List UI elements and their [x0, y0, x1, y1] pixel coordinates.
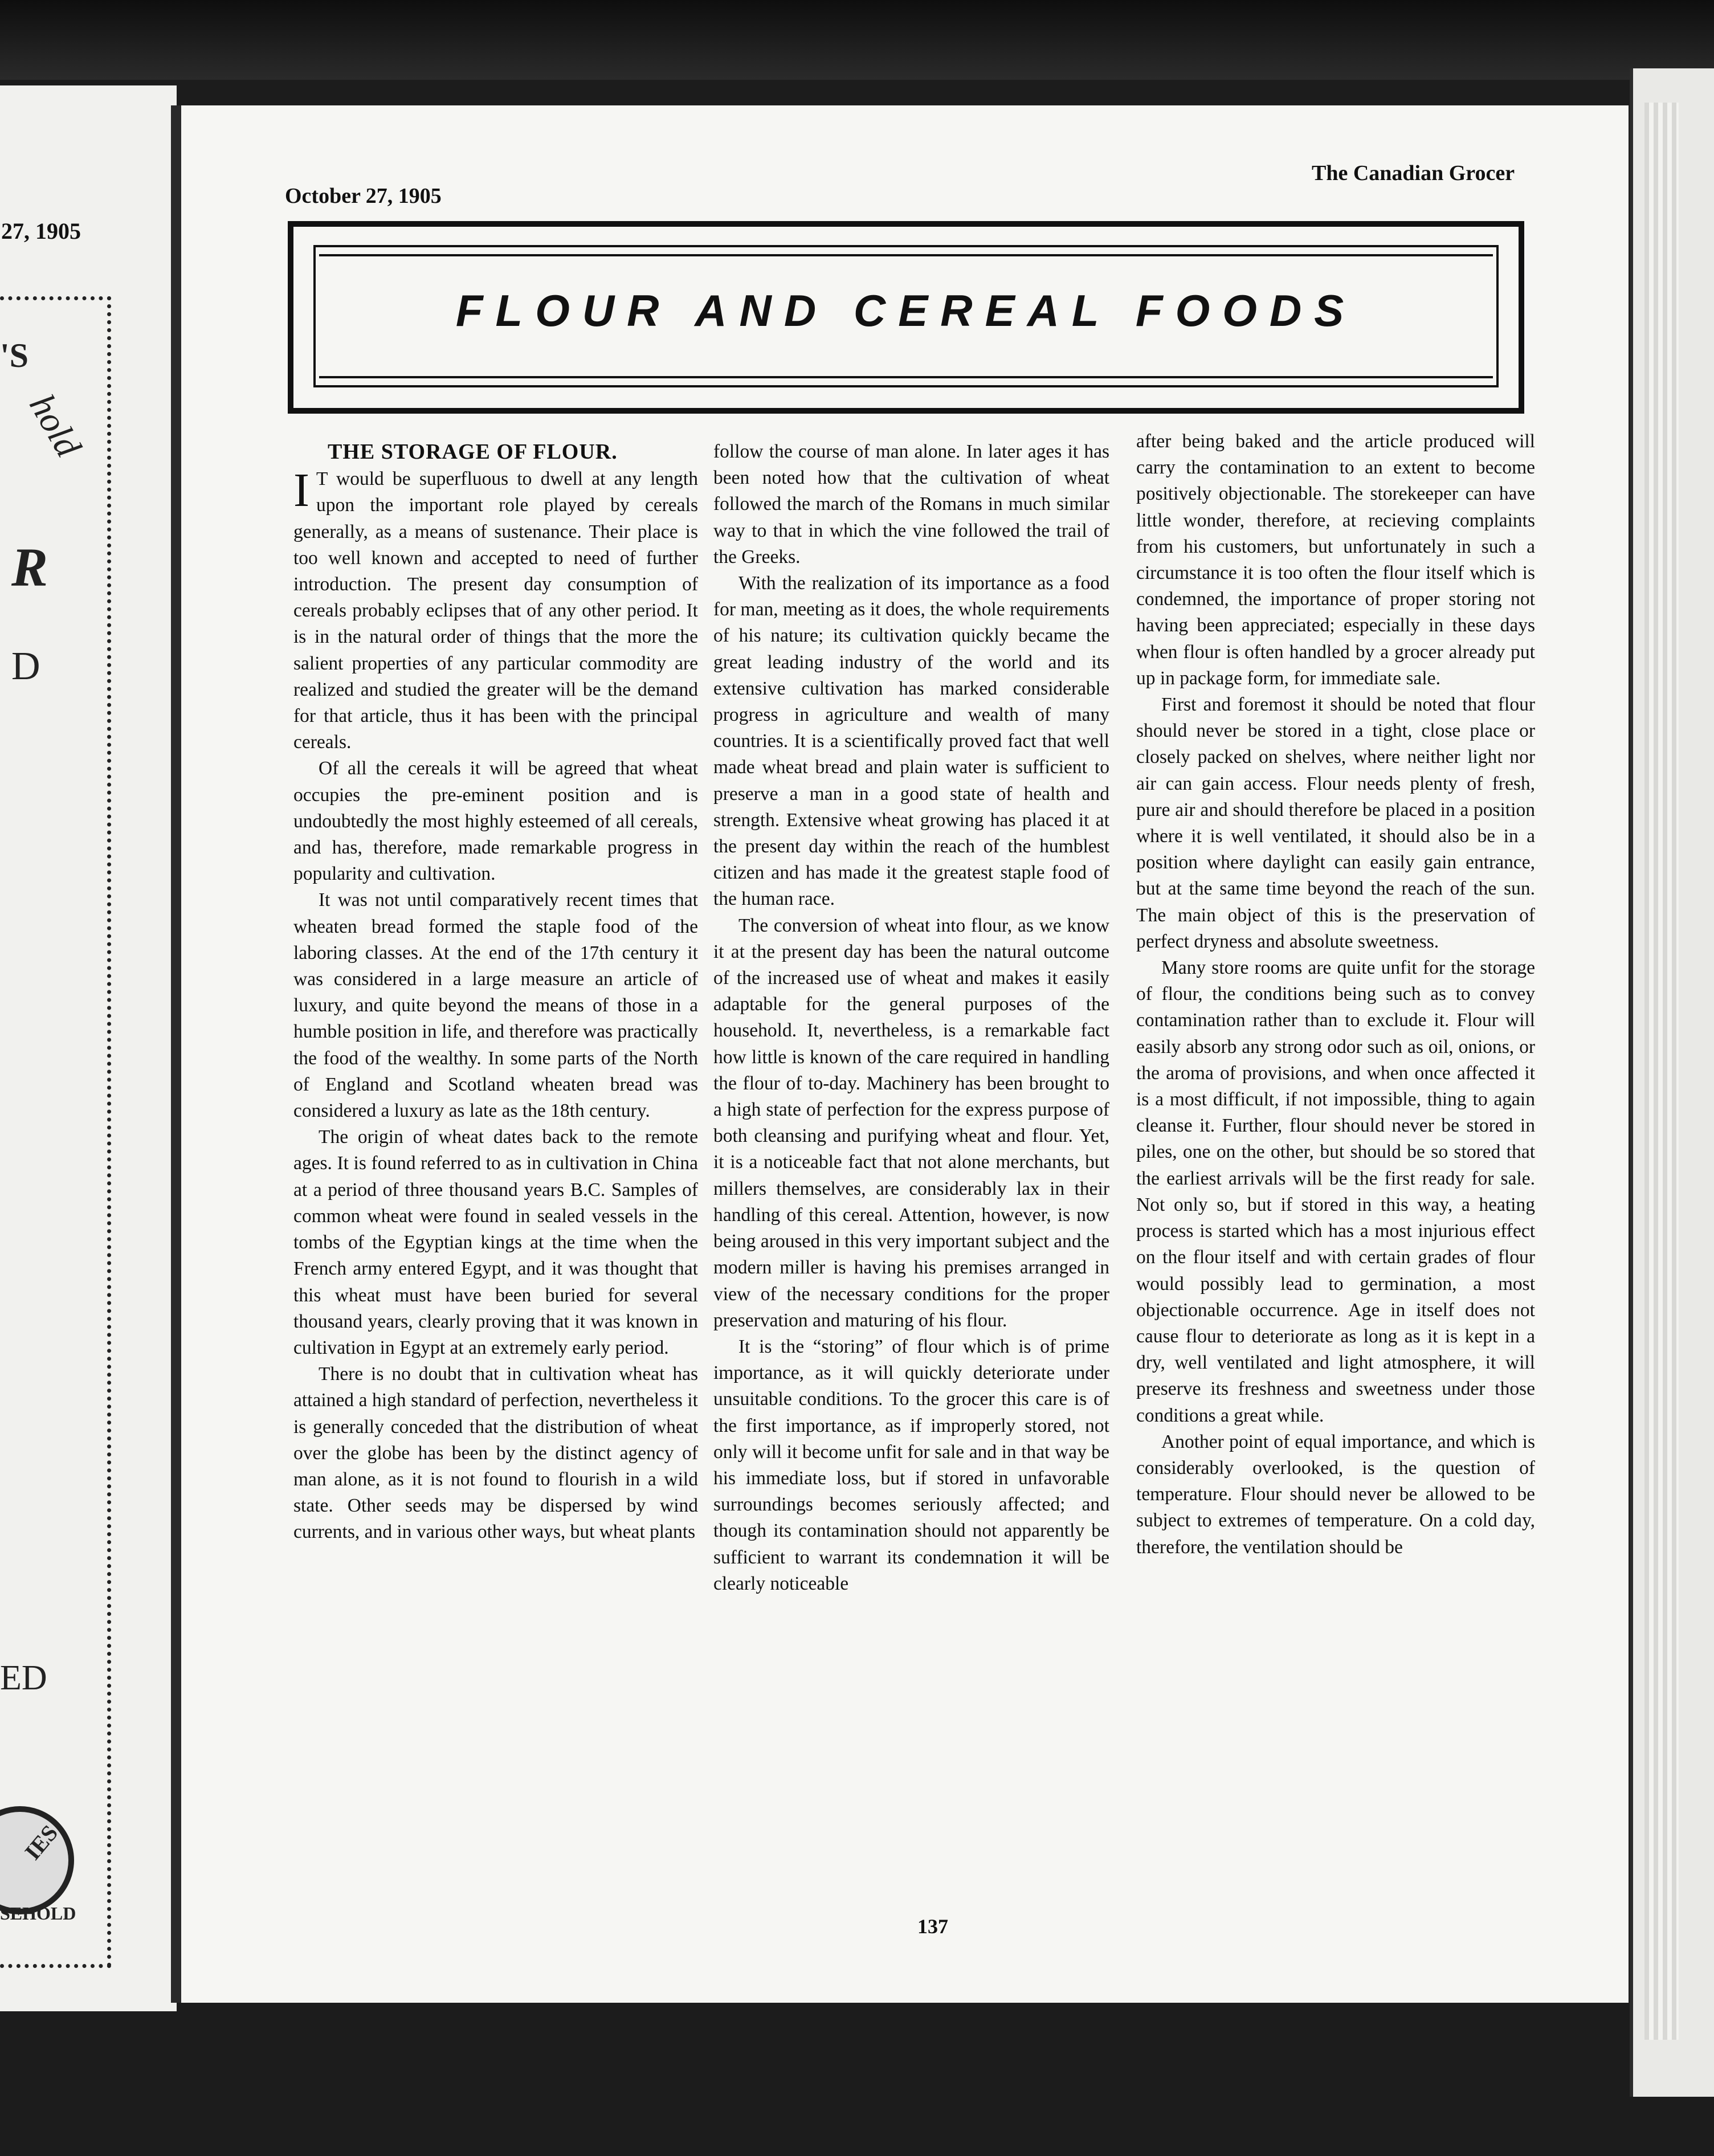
article-column-2 — [713, 439, 1109, 1597]
article-paragraph: First and foremost it should be noted that flour should never be stored in a tight, close place or closely packed on shelves, where neither light nor air can gain access. Flour needs plenty of fresh, pure air and should therefore be placed in a position where it is well ventilated, it should also be in a position where daylight can easily gain entrance, but at the same time beyond the reach of the sun. The main object of this is the preservation of perfect dryness and absolute sweetness. — [1136, 694, 1535, 952]
neighbour-page — [0, 85, 177, 2011]
article-paragraph: Another point of equal importance, and which is considerably overlooked, is the question of temperature. Flour should never be allowed to be subject to extremes of temperature. On a cold day, therefore, the ventilation should be — [1136, 1431, 1535, 1558]
article-paragraph: With the realization of its importance as a food for man, meeting as it does, the whole requirements of his nature; its cultivation quickly became the great leading industry of the world and its extensive cultivation has marked considerable progress in agriculture and wealth of many countries. It is a scientifically proved fact that well made wheat bread and plain water is sufficient to preserve a man in a good state of health and strength. Extensive wheat growing has placed it at the present day within the reach of the humblest citizen and has made it the greatest staple food of the human race. — [713, 573, 1109, 910]
article-heading: THE STORAGE OF FLOUR. — [328, 440, 618, 464]
article-paragraph: I T would be superfluous to dwell at any length upon the important role played by cereals generally, as a means of sustenance. Their place is too well known and accepted to need of further introduction. The present day consumption of cereals probably eclipses that of any other period. It is in the natural order of things that the more the salient properties of any particular commodity are realized and studied the greater will be the demand for that article, thus it has been with the principal cereals. — [293, 464, 698, 753]
article-paragraph: after being baked and the article produced will carry the contamination to an extent to become positively objectionable. The storekeeper can have little wonder, therefore, at recieving complaints from his customers, but unfortunately in such a circumstance it is too often the flour itself which is condemned, the importance of proper storing not having been appreciated; especially in these days when flour is often handled by a grocer already put up in package form, for immediate sale. — [1136, 431, 1535, 689]
article-paragraph: The origin of wheat dates back to the remote ages. It is found referred to as in cultivation in China at a period of three thousand years B.C. Samples of common wheat were found in sealed vessels in the tombs of the Egyptian kings at the time when the French army entered Egypt, and it was thought that this wheat must have been buried for several thousand years, clearly proving that it was known in cultivation in Egypt at an extremely early period. — [293, 1126, 698, 1358]
neighbour-fragment: ED — [0, 1659, 47, 1697]
neighbour-fragment: IES — [19, 1820, 63, 1865]
drop-cap: I — [293, 464, 309, 517]
article-paragraph: It is the “storing” of flour which is of prime importance, as it will quickly deteriorate under unsuitable conditions. To the grocer this care is of the first importance, as if improperly stored, not only will it become unfit for sale and in that way be his immediate loss, but if stored in unfavorable surroundings becomes seriously affected; and though its contamination should not apparently be sufficient to warrant its condemnation it will be clearly noticeable — [713, 1336, 1109, 1594]
neighbour-fragment: 'S — [0, 337, 29, 374]
neighbour-fragment: R — [11, 537, 48, 598]
section-title: FLOUR AND CEREAL FOODS — [455, 285, 1357, 336]
article-paragraph: There is no doubt that in cultivation wheat has attained a high standard of perfection, nevertheless it is generally conceded that the distribution of wheat over the globe has been by the distinct agency of man alone, as it is not found to flourish in a wild state. Other seeds may be dispersed by wind currents, and in various other ways, but wheat plants — [293, 1363, 698, 1543]
banner-rule — [319, 376, 1493, 378]
article-column-3 — [1136, 428, 1535, 1561]
neighbour-fragment: hold — [22, 387, 89, 464]
article-paragraph: It was not until comparatively recent times that wheaten bread formed the staple food of the laboring classes. At the end of the 17th century it was considered in a large measure an article of luxury, and quite beyond the means of those in a humble position in life, and therefore was practically the food of the wealthy. In some parts of the North of England and Scotland wheaten bread was considered a luxury as late as the 18th century. — [293, 889, 698, 1122]
page-gutter — [171, 105, 181, 2003]
article-column-1 — [293, 439, 698, 1546]
neighbour-page-date: 27, 1905 — [1, 218, 81, 244]
next-page-edge — [1630, 68, 1714, 2097]
neighbour-fragment: D — [11, 644, 40, 688]
neighbour-fragment: SEHOLD — [0, 1903, 76, 1924]
article-paragraph: Many store rooms are quite unfit for the storage of flour, the conditions being such as to convey contamination rather than to exclude it. Flour will easily absorb any strong odor such as oil, onions, or the aroma of provisions, and when once affected it is a most difficult, if not impossible, thing to again cleanse it. Further, flour should never be stored in piles, one on the other, but should be so stored that the earliest arrivals will be the first ready for sale. Not only so, but if stored in this way, a heating process is started which has a most injurious effect on the flour itself and with certain grades of flour would possibly lead to germination, a most objectionable occurrence. Age in itself does not cause flour to deteriorate as long as it is kept in a dry, well ventilated and light atmosphere, it will preserve its freshness and sweetness under those conditions a great while. — [1136, 957, 1535, 1426]
article-paragraph: follow the course of man alone. In later ages it has been noted how that the cultivation of wheat followed the march of the Romans in much similar way to that in which the vine followed the trail of the Greeks. — [713, 441, 1109, 567]
issue-date: October 27, 1905 — [285, 184, 442, 208]
article-paragraph: Of all the cereals it will be agreed that wheat occupies the pre-eminent position and is undoubtedly the most highly esteemed of all cereals, and has, therefore, made remarkable progress in popularity and cultivation. — [293, 758, 698, 885]
article-paragraph: The conversion of wheat into flour, as we know it at the present day has been the natural outcome of the increased use of wheat and makes it easily adaptable for the general purposes of the household. It, nevertheless, is a remarkable fact how little is known of the care required in handling the flour of to-day. Machinery has been brought to a high state of perfection for the express purpose of both cleansing and purifying wheat and flour. Yet, it is a noticeable fact that not alone merchants, but millers themselves, are considerably lax in their handling of this cereal. Attention, however, is now being aroused in this very important subject and the modern miller is having his premises arranged in view of the necessary conditions for the proper preservation and maturing of his flour. — [713, 914, 1109, 1331]
banner-rule — [319, 254, 1493, 256]
page-number: 137 — [917, 1915, 948, 1938]
publication-title: The Canadian Grocer — [1312, 161, 1515, 185]
scan-top-band — [0, 0, 1714, 80]
